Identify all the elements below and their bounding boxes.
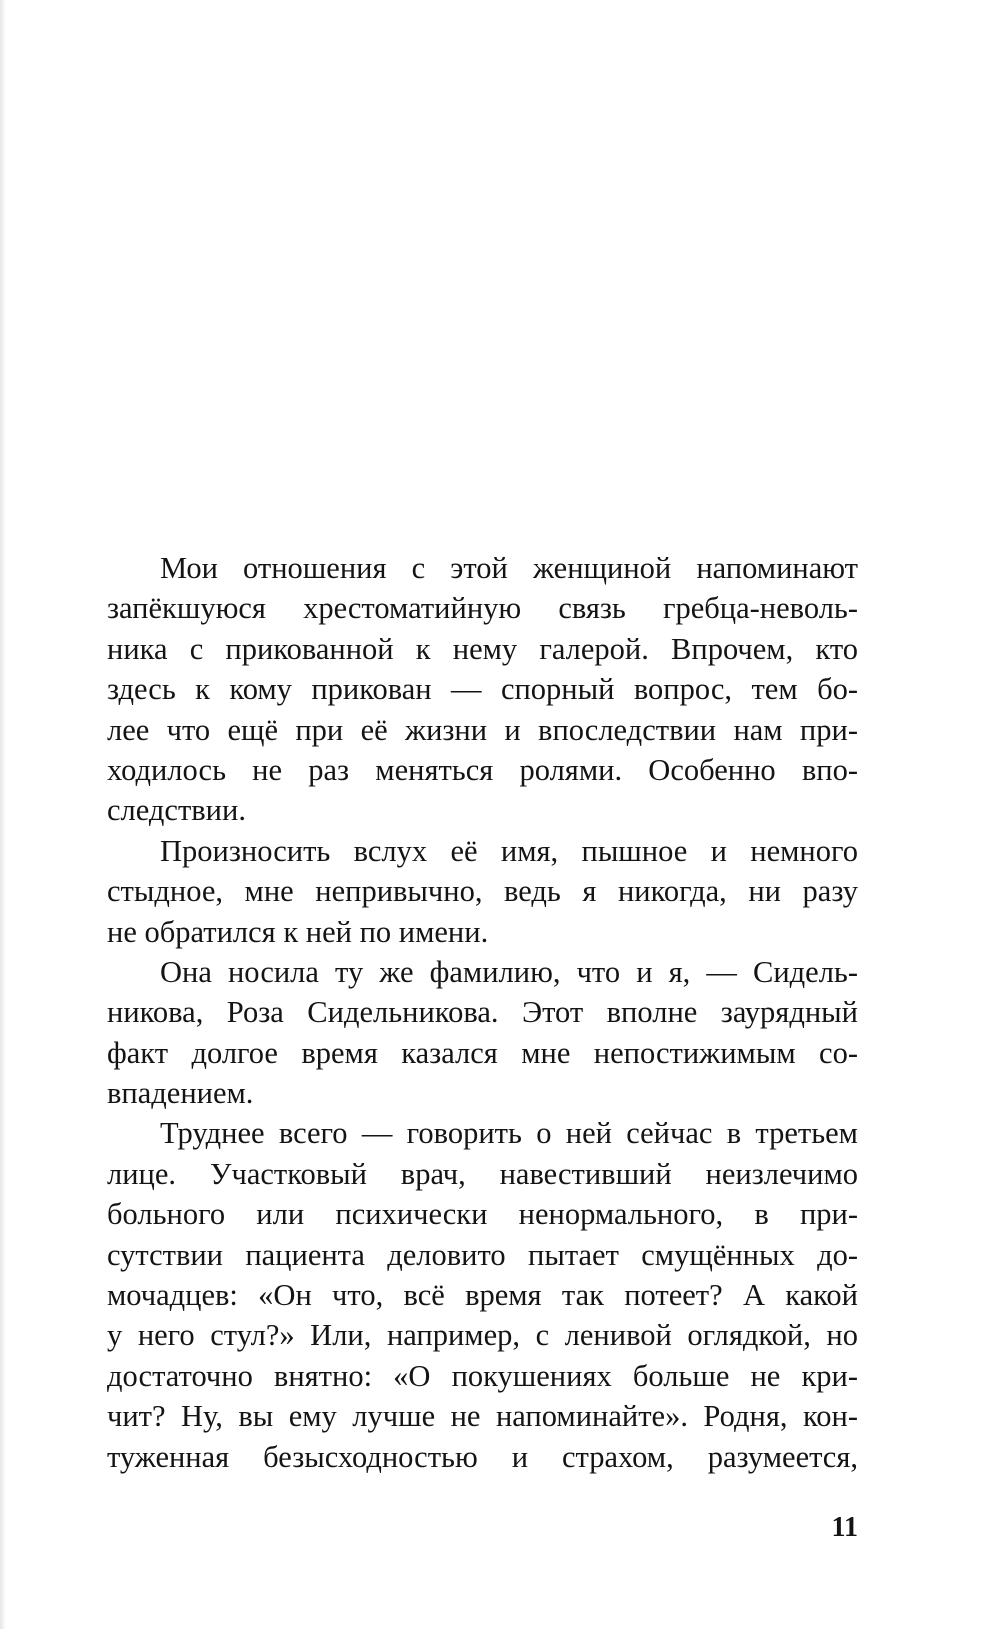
text-line: Она носила ту же фамилию, что и я, — Сидель-	[160, 954, 858, 989]
text-line: лее что ещё при её жизни и впоследствии нам при-	[107, 712, 858, 747]
text-line: больного или психически ненормального, в при-	[107, 1197, 858, 1232]
text-line: Труднее всего — говорить о ней сейчас в третьем	[160, 1116, 858, 1151]
text-line: лице. Участковый врач, навестивший неизлечимо	[107, 1156, 858, 1191]
text-line: Произносить вслух её имя, пышное и немного	[160, 833, 858, 868]
text-line: Мои отношения с этой женщиной напоминают	[160, 551, 858, 585]
body-text	[107, 548, 858, 1477]
text-line: впадением.	[107, 1076, 254, 1111]
text-line: у него стул?» Или, например, с ленивой оглядкой, но	[107, 1318, 858, 1353]
text-line: следствии.	[107, 793, 246, 828]
text-line: ходилось не раз меняться ролями. Особенно впо-	[107, 752, 858, 787]
text-line: факт долгое время казался мне непостижимым со-	[107, 1035, 858, 1070]
text-line: никова, Роза Сидельникова. Этот вполне заурядный	[107, 995, 858, 1030]
text-line: сутствии пациента деловито пытает смущённых до-	[107, 1237, 858, 1272]
text-line: мочадцев: «Он что, всё время так потеет? А какой	[107, 1278, 858, 1313]
text-line: чит? Ну, вы ему лучше не напоминайте». Родня, кон-	[107, 1399, 858, 1434]
text-line: не обратился к ней по имени.	[107, 914, 489, 949]
text-line: туженная безысходностью и страхом, разумеется,	[107, 1439, 858, 1474]
text-line: здесь к кому прикован — спорный вопрос, тем бо-	[107, 672, 858, 707]
page-number: 11	[831, 1512, 858, 1543]
text-line: достаточно внятно: «О покушениях больше не кри-	[107, 1358, 858, 1393]
text-line: запёкшуюся хрестоматийную связь гребца-неволь-	[107, 591, 858, 626]
text-line: стыдное, мне непривычно, ведь я никогда, ни разу	[107, 874, 858, 909]
text-line: ника с прикованной к нему галерой. Впрочем, кто	[107, 631, 858, 666]
page-edge-shadow	[0, 0, 6, 1629]
